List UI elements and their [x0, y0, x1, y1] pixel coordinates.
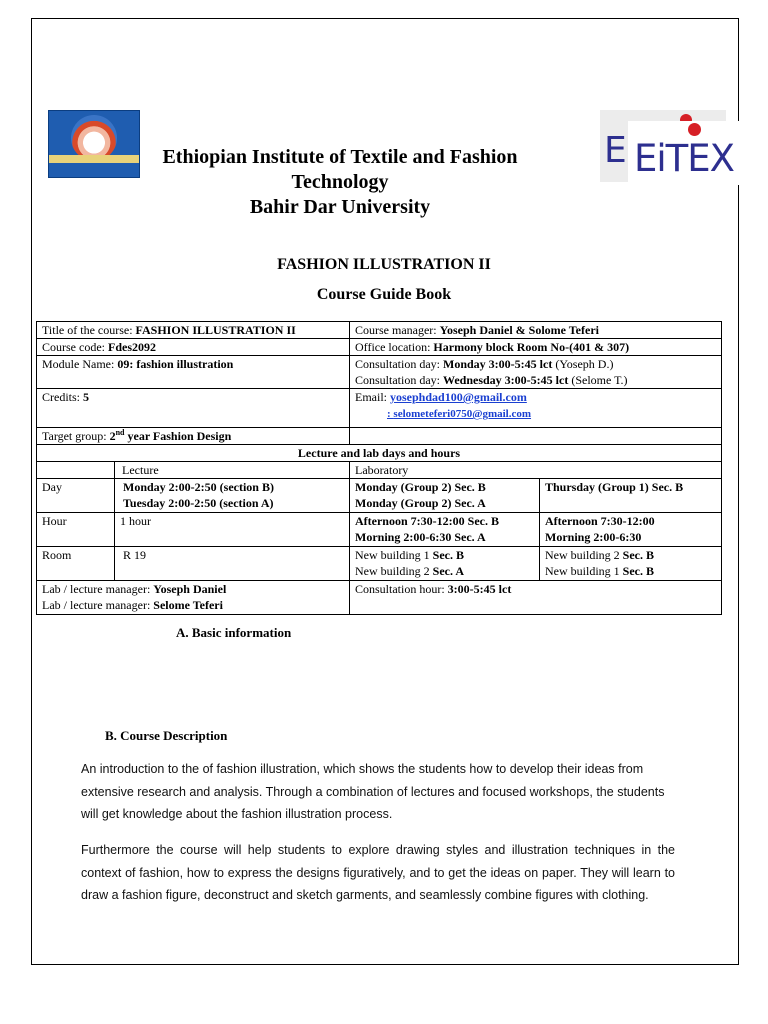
table-row: [37, 479, 722, 513]
cell-label: New building 1: [545, 564, 623, 578]
header-text: Lecture: [122, 463, 159, 477]
cell-value: Wednesday 3:00-5:45 lct: [443, 373, 569, 387]
lab-hour-cell-1: [350, 513, 540, 547]
email-cell: [350, 389, 722, 428]
course-subtitle: Course Guide Book: [316, 286, 452, 303]
cell-value: Selome Teferi: [153, 598, 223, 612]
table-row: [37, 428, 722, 445]
cell-note: (Selome T.): [568, 373, 628, 387]
cell-label: New building 2: [545, 548, 623, 562]
section-a-heading: A. Basic information: [176, 625, 292, 640]
cell-label: Target group:: [42, 429, 110, 443]
course-title: FASHION ILLUSTRATION II: [277, 256, 491, 273]
eitex-logo-back-letter: E: [604, 130, 626, 171]
lab-schedule-header: [37, 445, 722, 462]
consultation-day-1: [355, 356, 716, 372]
email-line-1: [355, 389, 716, 405]
cell-value: Morning 2:00-6:30: [545, 530, 642, 544]
institute-title: [150, 145, 530, 220]
lab-day-cell-1: [350, 479, 540, 513]
eitex-logo-text: EiTEX: [634, 137, 734, 180]
cell-value: 5: [83, 390, 89, 404]
cell-value: 1 hour: [120, 514, 151, 528]
lecture-hour-cell: [115, 513, 350, 547]
cell-value: 3:00-5:45 lct: [447, 582, 512, 596]
cell-value: Thursday (Group 1) Sec. B: [545, 480, 684, 494]
email-line-2: [355, 405, 716, 422]
email-prefix: :: [387, 408, 394, 420]
lecture-column-header: [115, 462, 350, 479]
cell-label: Course code:: [42, 340, 108, 354]
cell-label: Credits:: [42, 390, 83, 404]
cell-value: 09: fashion illustration: [117, 357, 234, 371]
year-number: 2: [109, 429, 116, 443]
table-row: [37, 462, 722, 479]
course-title-cell: [37, 322, 350, 339]
cell-value: Sec. B: [432, 548, 465, 562]
header-text: Laboratory: [355, 463, 409, 477]
consultation-day-2: [355, 372, 716, 388]
course-code-cell: [37, 339, 350, 356]
cell-label: Consultation day:: [355, 373, 443, 387]
cell-value: Monday 3:00-5:45 lct: [443, 357, 553, 371]
cell-value: Afternoon 7:30-12:00 Sec. B: [355, 514, 499, 528]
row-label-hour: Hour: [37, 513, 115, 547]
email-link-1[interactable]: yosephdad100@gmail.com: [390, 390, 527, 404]
empty-cell: [37, 462, 115, 479]
lab-room-cell-1: [350, 547, 540, 581]
logo-band: [49, 155, 139, 163]
table-row: [37, 322, 722, 339]
cell-value: Yoseph Daniel & Solome Teferi: [439, 323, 599, 337]
table-row: [37, 356, 722, 389]
logo-caption: [51, 163, 137, 175]
cell-value: Monday 2:00-2:50 (section B): [123, 480, 274, 494]
cell-label: Email:: [355, 390, 390, 404]
module-name-cell: [37, 356, 350, 389]
table-row: [37, 547, 722, 581]
cell-label: Office location:: [355, 340, 434, 354]
target-group-cell: [37, 428, 350, 445]
cell-value: Monday (Group 2) Sec. A: [355, 496, 486, 510]
university-name: Bahir Dar University: [249, 196, 431, 218]
course-info-table: [36, 321, 722, 615]
row-label-room: Room: [37, 547, 115, 581]
lab-room-cell-2: [540, 547, 722, 581]
cell-value: Tuesday 2:00-2:50 (section A): [123, 496, 274, 510]
lab-header-text: Lecture and lab days and hours: [297, 446, 461, 460]
cell-value: Yoseph Daniel: [153, 582, 227, 596]
cell-value: Morning 2:00-6:30 Sec. A: [355, 530, 486, 544]
table-row: [37, 339, 722, 356]
cell-label: Module Name:: [42, 357, 118, 371]
cell-value: Sec. B: [622, 548, 655, 562]
table-row: [37, 581, 722, 615]
lab-day-cell-2: [540, 479, 722, 513]
managers-cell: [37, 581, 350, 615]
cell-label: Lab / lecture manager:: [42, 598, 154, 612]
email-link-2[interactable]: selometeferi0750@gmail.com: [393, 408, 532, 420]
cell-value: Afternoon 7:30-12:00: [545, 514, 655, 528]
institute-line2: Technology: [291, 171, 389, 193]
consultation-hour-cell: [350, 581, 722, 615]
cell-value: Sec. A: [432, 564, 465, 578]
cell-value: R 19: [123, 548, 147, 562]
cell-value: Fdes2092: [107, 340, 156, 354]
institute-line1: Ethiopian Institute of Textile and Fashion: [162, 146, 518, 168]
cell-value: Harmony block Room No-(401 & 307): [433, 340, 630, 354]
cell-label: Lab / lecture manager:: [42, 582, 154, 596]
course-description-paragraph-1: An introduction to the of fashion illustration, which shows the students how to develop their ideas from extensive research and analysis. Through a combination of lectures and focused workshops, the students will get knowledge about the fashion illustration process.: [81, 762, 665, 821]
cell-label: New building 2: [355, 564, 433, 578]
cell-label: Consultation hour:: [355, 582, 448, 596]
row-label-day: Day: [37, 479, 115, 513]
lecture-room-cell: [115, 547, 350, 581]
table-row: [37, 445, 722, 462]
cell-label: Consultation day:: [355, 357, 443, 371]
table-row: [37, 389, 722, 428]
year-suffix: nd: [115, 428, 125, 437]
consultation-days-cell: [350, 356, 722, 389]
cell-label: Title of the course:: [42, 323, 136, 337]
office-location-cell: [350, 339, 722, 356]
institute-logo-left: [48, 110, 140, 178]
lab-hour-cell-2: [540, 513, 722, 547]
eitex-logo: [628, 121, 756, 185]
laboratory-column-header: [350, 462, 722, 479]
cell-value: Monday (Group 2) Sec. B: [355, 480, 486, 494]
course-manager-cell: [350, 322, 722, 339]
empty-cell: [350, 428, 722, 445]
cell-value: FASHION ILLUSTRATION II: [135, 323, 296, 337]
table-row: [37, 513, 722, 547]
red-dot-icon: [688, 123, 701, 136]
lecture-day-cell: [115, 479, 350, 513]
cell-value: Sec. B: [622, 564, 655, 578]
cell-label: Course manager:: [355, 323, 440, 337]
section-b-heading: B. Course Description: [105, 728, 228, 743]
cell-label: New building 1: [355, 548, 433, 562]
credits-cell: [37, 389, 350, 428]
year-rest: year Fashion Design: [124, 429, 232, 443]
cell-note: (Yoseph D.): [552, 357, 614, 371]
course-description-paragraph-2: Furthermore the course will help students to explore drawing styles and illustration techniques in the context of fashion, how to express the designs figuratively, and to get the ideas on paper. They will learn to draw a fashion figure, deconstruct and sketch garments, and seamlessly combine figures with clothing.: [81, 843, 675, 902]
